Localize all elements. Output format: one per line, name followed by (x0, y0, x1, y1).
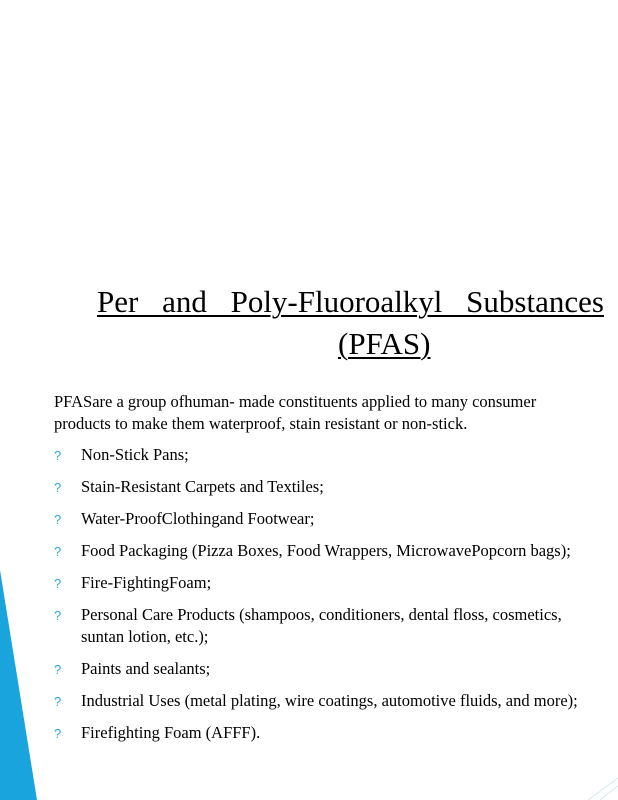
list-item (54, 658, 618, 680)
list-item (54, 476, 618, 498)
question-mark-bullet-icon: ? (54, 480, 62, 495)
list-item (54, 722, 618, 744)
pfas-products-list (54, 444, 618, 754)
list-item-line: Paints and sealants; (81, 659, 211, 678)
list-item-text (81, 572, 618, 594)
list-item-text (81, 690, 618, 712)
list-item (54, 444, 618, 466)
slide-title-line-2: (PFAS) (338, 326, 431, 361)
corner-decoration-line-2 (600, 786, 618, 800)
intro-paragraph (54, 391, 618, 435)
left-accent-triangle (0, 570, 37, 800)
list-item (54, 604, 618, 648)
question-mark-bullet-icon: ? (54, 576, 62, 591)
list-item-line: Personal Care Products (shampoos, conditioners, dental floss, cosmetics, (81, 605, 562, 624)
intro-line-2: products to make them waterproof, stain resistant or non-stick. (54, 414, 468, 433)
list-item-text (81, 508, 618, 530)
question-mark-bullet-icon: ? (54, 662, 62, 677)
intro-line-1: PFASare a group ofhuman- made constituents applied to many consumer (54, 392, 537, 411)
list-item-text (81, 444, 618, 466)
question-mark-bullet-icon: ? (54, 544, 62, 559)
slide-title-line-1: Per and Poly-Fluoroalkyl Substances (97, 284, 604, 319)
list-item-text (81, 722, 618, 744)
list-item (54, 508, 618, 530)
list-item-line: suntan lotion, etc.); (81, 627, 209, 646)
list-item-line: Firefighting Foam (AFFF). (81, 723, 261, 742)
list-item (54, 690, 618, 712)
question-mark-bullet-icon: ? (54, 726, 62, 741)
question-mark-bullet-icon: ? (54, 448, 62, 463)
list-item-text (81, 540, 618, 562)
list-item-line: Food Packaging (Pizza Boxes, Food Wrappers, MicrowavePopcorn bags); (81, 541, 571, 560)
question-mark-bullet-icon: ? (54, 512, 62, 527)
list-item (54, 540, 618, 562)
list-item-line: Stain-Resistant Carpets and Textiles; (81, 477, 324, 496)
list-item-text (81, 604, 618, 648)
question-mark-bullet-icon: ? (54, 694, 62, 709)
list-item-text (81, 658, 618, 680)
list-item-line: Water-ProofClothingand Footwear; (81, 509, 315, 528)
list-item-line: Industrial Uses (metal plating, wire coatings, automotive fluids, and more); (81, 691, 578, 710)
list-item-line: Fire-FightingFoam; (81, 573, 212, 592)
list-item-line: Non-Stick Pans; (81, 445, 189, 464)
question-mark-bullet-icon: ? (54, 608, 62, 623)
list-item-text (81, 476, 618, 498)
list-item (54, 572, 618, 594)
